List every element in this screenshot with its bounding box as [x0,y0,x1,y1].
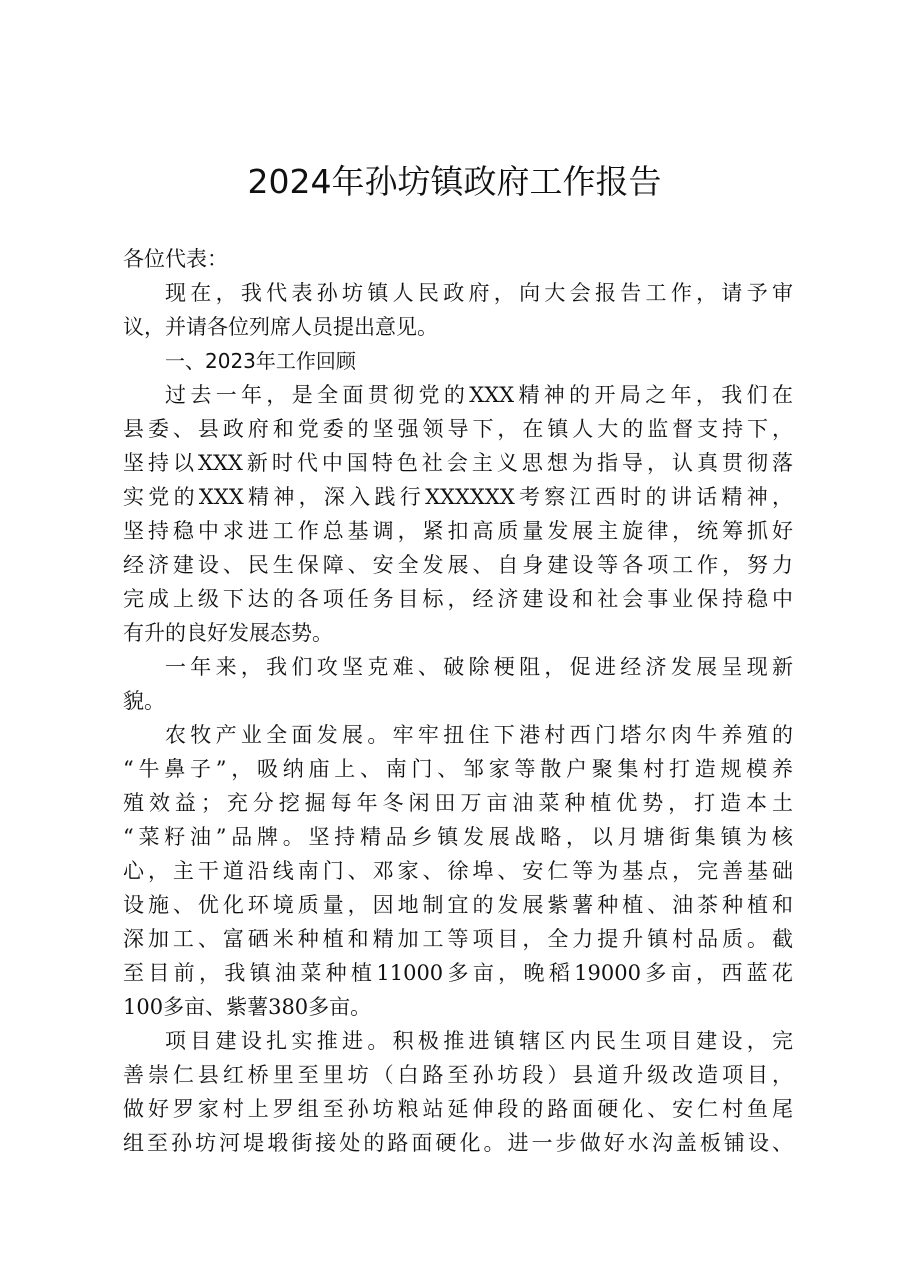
paragraph-line: 坚持以XXX新时代中国特色社会主义思想为指导，认真贯彻落 [123,451,793,475]
paragraph-line: 深加工、富硒米种植和精加工等项目，全力提升镇村品质。截 [123,927,793,951]
paragraph-summary [123,650,793,718]
paragraph-line: 经济建设、民生保障、安全发展、自身建设等各项工作，努力 [123,553,793,577]
paragraph-line: 县委、县政府和党委的坚强领导下，在镇人大的监督支持下， [123,417,793,441]
paragraph-line: “牛鼻子”，吸纳庙上、南门、邹家等散户聚集村打造规模养 [123,757,793,781]
paragraph-line: 100多亩、紫薯380多亩。 [123,995,372,1019]
paragraph-line: 坚持稳中求进工作总基调，紧扣高质量发展主旋律，统筹抓好 [123,519,793,543]
paragraph-line: 过去一年，是全面贯彻党的XXX精神的开局之年，我们在 [165,383,793,407]
paragraph-line: 善崇仁县红桥里至里坊（白路至孙坊段）县道升级改造项目， [123,1063,793,1087]
paragraph-line: 实党的XXX精神，深入践行XXXXXX考察江西时的讲话精神， [123,485,793,509]
paragraph-line: “菜籽油”品牌。坚持精品乡镇发展战略，以月塘街集镇为核 [123,825,793,849]
paragraph-line: 项目建设扎实推进。积极推进镇辖区内民生项目建设，完 [165,1029,793,1053]
document-title: 2024年孙坊镇政府工作报告 [247,162,662,201]
paragraph-line: 有升的良好发展态势。 [123,621,333,645]
paragraph-line: 完成上级下达的各项任务目标，经济建设和社会事业保持稳中 [123,587,793,611]
paragraph-line: 殖效益；充分挖掘每年冬闲田万亩油菜种植优势，打造本土 [123,791,793,815]
paragraph-intro [123,276,793,344]
paragraph-projects [123,1024,793,1160]
salutation: 各位代表： [123,247,228,271]
paragraph-agriculture [123,718,793,1024]
paragraph-line: 设施、优化环境质量，因地制宜的发展紫薯种植、油茶种植和 [123,893,793,917]
paragraph-review [123,378,793,650]
paragraph-line: 组至孙坊河堤塅街接处的路面硬化。进一步做好水沟盖板铺设、 [123,1131,793,1155]
paragraph-line: 农牧产业全面发展。牢牢扭住下港村西门塔尔肉牛养殖的 [165,723,793,747]
paragraph-line: 心，主干道沿线南门、邓家、徐埠、安仁等为基点，完善基础 [123,859,793,883]
paragraph-line: 貌。 [123,689,165,713]
paragraph-line: 至目前，我镇油菜种植11000多亩，晚稻19000多亩，西蓝花 [123,961,793,985]
paragraph-line: 做好罗家村上罗组至孙坊粮站延伸段的路面硬化、安仁村鱼尾 [123,1097,793,1121]
paragraph-line: 一年来，我们攻坚克难、破除梗阻，促进经济发展呈现新 [165,655,793,679]
document-body [123,242,793,1160]
paragraph-line: 议，并请各位列席人员提出意见。 [123,315,438,339]
paragraph-line: 现在，我代表孙坊镇人民政府，向大会报告工作，请予审 [165,281,793,305]
section-heading: 一、2023年工作回顾 [165,349,356,373]
